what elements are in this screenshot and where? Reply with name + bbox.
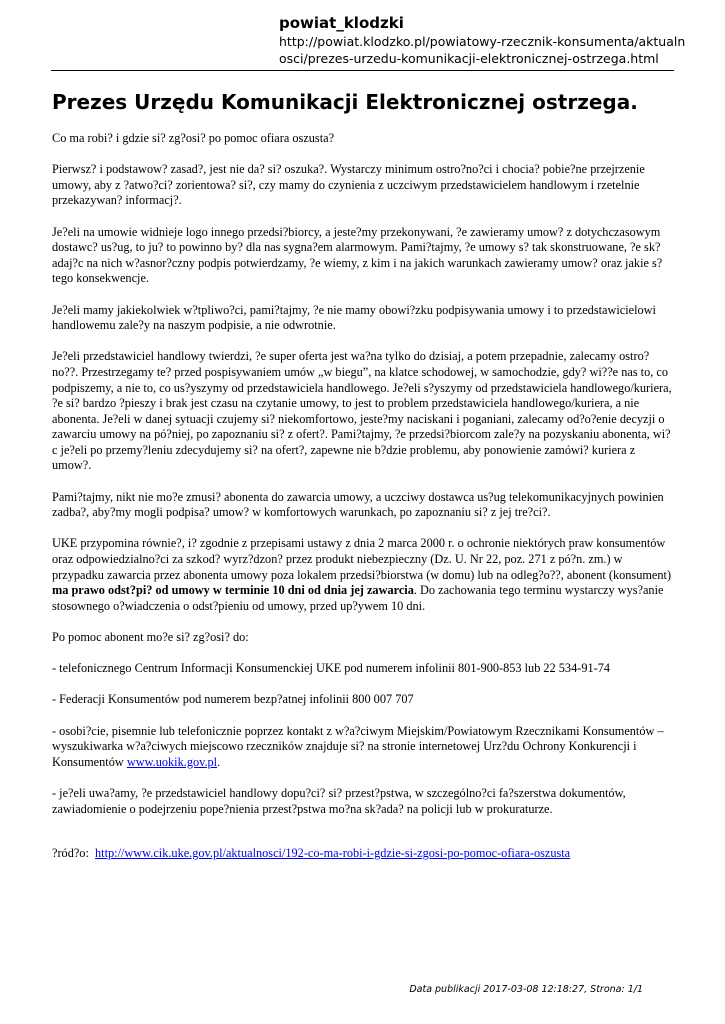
paragraph: Je?eli mamy jakiekolwiek w?tpliwo?ci, pami?tajmy, ?e nie mamy obowi?zku podpisywania umowy i to przedstawicielowi handlowemu zale?y na naszym podpisie, a nie odwrotnie. — [52, 302, 656, 333]
paragraph: Po pomoc abonent mo?e si? zg?osi? do: — [52, 630, 249, 644]
paragraph-uke-reminder — [52, 536, 672, 614]
page-url: http://powiat.klodzko.pl/powiatowy-rzecznik-konsumenta/aktualnosci/prezes-urzedu-komunikacji-elektronicznej-ostrzega.html — [279, 34, 686, 66]
help-item-uke: - telefonicznego Centrum Informacji Konsumenckiej UKE pod numerem infolinii 801-900-853 lub 22 534-91-74 — [52, 661, 611, 676]
site-name: powiat_klodzki — [279, 14, 404, 32]
source-link[interactable]: http://www.cik.uke.gov.pl/aktualnosci/192-co-ma-robi-i-gdzie-si-zgosi-po-pomoc-ofiara-oszusta — [95, 846, 571, 860]
help-item-police: - je?eli uwa?amy, ?e przedstawiciel handlowy dopu?ci? si? przest?pstwa, w szczególno?ci fa?szerstwa dokumentów, zawiadomienie o podejrzeniu pope?nienia przest?pstwa mo?na sk?ada? na policji lub w prokuraturze. — [52, 785, 626, 816]
article-title: Prezes Urzędu Komunikacji Elektronicznej ostrzega. — [52, 90, 638, 114]
paragraph: Je?eli przedstawiciel handlowy twierdzi, ?e super oferta jest wa?na tylko do dzisiaj, a potem przepadnie, zalecamy ostro?no??. Przestrzegamy te? przed pospisywaniem umów „w biegu”, na klatce schodowej, w samochodzie, gdy? wi??e nas to, co podpiszemy, a nie to, co us?yszymy od przedstawiciela handlowego. Je?eli s?yszymy od przedstawiciela handlowego/kuriera, ?e si? bardzo ?pieszy i brak jest czasu na czytanie umowy, to jest to problem przedstawiciela handlowego/kuriera, a nie abonenta. Je?eli w danej sytuacji czujemy si? niekomfortowo, jeste?my naciskani i poganiani, zalecamy od?o?enie decyzji o zawarciu umowy na pó?niej, po zapoznaniu si? z ofert?. Pami?tajmy, ?e przedsi?biorcom zale?y na pozyskaniu abonenta, wi?c je?eli po przemy?leniu zdecydujemy si? na ofert?, zapewne nie b?dzie problemu, aby ponowienie zamówi? kuriera z umow?. — [52, 349, 672, 473]
text-segment: . — [217, 754, 221, 769]
article-body — [52, 131, 672, 833]
paragraph-intro: Co ma robi? i gdzie si? zg?osi? po pomoc ofiara oszusta? — [52, 131, 335, 145]
text-segment: . Do zachowania tego terminu wystarczy wys?anie stosownego o?wiadczenia o odst?pieniu od umowy, przed up?ywem 10 dni. — [52, 583, 664, 613]
uokik-link[interactable]: www.uokik.gov.pl — [126, 754, 218, 769]
bold-withdrawal-right: ma prawo odst?pi? od umowy w terminie 10 dni od dnia jej zawarcia — [52, 583, 414, 598]
help-item-ombudsman — [52, 724, 672, 771]
text-segment: UKE przypomina równie?, i? zgodnie z przepisami ustawy z dnia 2 marca 2000 r. o ochronie niektórych praw konsumentów oraz odpowiedzialno?ci za szkod? wyrz?dzon? przez produkt niebezpieczny (Dz. U. Nr 22, poz. 271 z pó?n. zm.) w przypadku zawarcia przez abonenta umowy poza lokalem przedsi?biorstwa (w domu) lub na odleg?o??, abonent (konsument) — [52, 536, 672, 582]
paragraph: Pami?tajmy, nikt nie mo?e zmusi? abonenta do zawarcia umowy, a uczciwy dostawca us?ug telekomunikacyjnych powinien zadba?, aby?my mogli podpisa? umow? w komfortowych warunkach, po zapoznaniu si? z jej tre?ci?. — [52, 489, 664, 520]
paragraph: Je?eli na umowie widnieje logo innego przedsi?biorcy, a jeste?my przekonywani, ?e zawieramy umow? z dotychczasowym dostawc? us?ug, to ju? to powinno by? dla nas sygna?em alarmowym. Pami?tajmy, ?e umowy s? tak skonstruowane, ?e sk?adaj?c na nich w?asnor?czny podpis potwierdzamy, ?e wiemy, z kim i na jakich warunkach zawieramy umow? oraz jakie s? tego konsekwencje. — [52, 224, 663, 286]
publication-footer: Data publikacji 2017-03-08 12:18:27, Strona: 1/1 — [409, 984, 643, 995]
text-segment: - osobi?cie, pisemnie lub telefonicznie poprzez kontakt z w?a?ciwym Miejskim/Powiatowym Rzecznikami Konsumentów – wyszukiwarka w?a?ciwych miejscowo rzeczników znajduje si? na stronie internetowej Urz?du Ochrony Konkurencji i Konsumentów — [52, 723, 664, 769]
help-item-federation: - Federacji Konsumentów pod numerem bezp?atnej infolinii 800 007 707 — [52, 692, 414, 707]
paragraph: Pierwsz? i podstawow? zasad?, jest nie da? si? oszuka?. Wystarczy minimum ostro?no?ci i chocia? pobie?ne przejrzenie umowy, aby z ?atwo?ci? zorientowa? si?, czy mamy do czynienia z uczciwym przedstawicielem handlowym i rzetelnie przekazywan? informacj?. — [52, 162, 645, 208]
source-line — [52, 846, 570, 862]
header-divider — [51, 70, 674, 71]
document-header — [279, 14, 689, 67]
source-label: ?ród?o: — [52, 846, 89, 860]
